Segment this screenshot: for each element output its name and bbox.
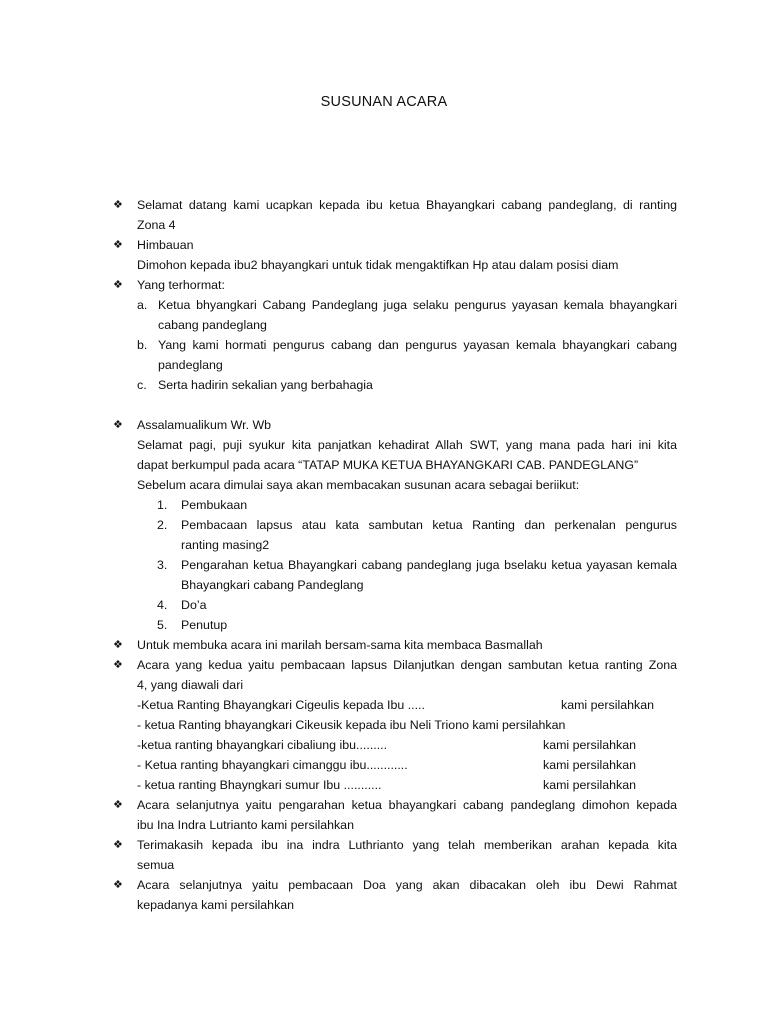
list-item-prayer: ❖ Acara selanjutnya yaitu pembacaan Doa yang akan dibacakan oleh ibu Dewi Rahmat (113, 875, 677, 895)
list-item-basmallah: ❖ Untuk membuka acara ini marilah bersam-sama kita membaca Basmallah (113, 635, 677, 655)
agenda-item-4: 4. Do’a (157, 598, 207, 612)
list-item-thanks: ❖ Terimakasih kepada ibu ina indra Luthrianto yang telah memberikan arahan kepada kita (113, 835, 677, 855)
diamond-bullet-icon: ❖ (113, 839, 123, 851)
speaker-row: -Ketua Ranting Bhayangkari Cigeulis kepada Ibu ..... kami persilahkan (137, 698, 654, 712)
speaker-row: - ketua ranting Bhayngkari sumur Ibu ........... kami persilahkan (137, 778, 636, 792)
list-item-direction: ❖ Acara selanjutnya yaitu pengarahan ketua bhayangkari cabang pandeglang dimohon kepada (113, 795, 677, 815)
page-title: SUSUNAN ACARA (320, 94, 448, 110)
diamond-bullet-icon: ❖ (113, 639, 123, 651)
diamond-bullet-icon: ❖ (113, 659, 123, 671)
list-item-honored: ❖ Yang terhormat: (113, 275, 677, 295)
diamond-bullet-icon: ❖ (113, 239, 123, 251)
speaker-row: - Ketua ranting bhayangkari cimanggu ibu............ kami persilahkan (137, 758, 636, 772)
sub-item-c: c. Serta hadirin sekalian yang berbahagia (137, 378, 373, 392)
agenda-item-5: 5. Penutup (157, 618, 228, 632)
sub-item-b: b. Yang kami hormati pengurus cabang dan pengurus yayasan kemala bhayangkari cabang (137, 338, 677, 352)
speaker-row: -ketua ranting bhayangkari cibaliung ibu......... kami persilahkan (137, 738, 636, 752)
list-item-himbauan: ❖ Himbauan (113, 235, 677, 255)
diamond-bullet-icon: ❖ (113, 879, 123, 891)
agenda-item-1: 1. Pembukaan (157, 498, 248, 512)
list-item-welcome: ❖ Selamat datang kami ucapkan kepada ibu ketua Bhayangkari cabang pandeglang, di ranting (113, 195, 677, 215)
diamond-bullet-icon: ❖ (113, 419, 123, 431)
sub-item-a: a. Ketua bhyangkari Cabang Pandeglang juga selaku pengurus yayasan kemala bhayangkari (137, 298, 677, 312)
list-item-second: ❖ Acara yang kedua yaitu pembacaan lapsus Dilanjutkan dengan sambutan ketua ranting Zona (113, 655, 677, 675)
diamond-bullet-icon: ❖ (113, 799, 123, 811)
diamond-bullet-icon: ❖ (113, 279, 123, 291)
document-body: ❖ Selamat datang kami ucapkan kepada ibu ketua Bhayangkari cabang pandeglang, di ranting Zona 4 ❖ Himbauan Dimohon kepada ibu2 bhayangkari untuk tidak mengaktifkan Hp atau dalam posisi diam ❖ Yang terhormat: a. Ketua bhyangkari Cabang Pandeglang juga selaku pengurus yayasan kemala bhayangkari cabang pandeglang b. Yang kami hormati pengurus cabang dan pengurus yayasan kemala bhayangkari cabang pandeglang c. Serta hadirin sekalian yang berbahagia ❖ Assalamualikum Wr. Wb Selamat pagi, puji syukur kita panjatkan kehadirat Allah SWT, yang mana pada hari ini kita dapat berkumpul pada acara “TATAP MUKA KETUA BHAYANGKARI CAB. PANDEGLANG” Sebelum acara dimulai saya akan membacakan susunan acara sebagai beriikut: 1. Pembukaan 2. Pembacaan lapsus atau kata sambutan ketua Ranting dan perkenalan pengurus ranting masing2 3. Pengarahan ketua Bhayangkari cabang pandeglang juga bselaku ketua yayasan kemala Bhayangkari cabang Pandeglang 4. Do’a 5. Penutup ❖ Untuk membuka acara ini marilah bersam-sama kita membaca Basmallah ❖ Acara yang kedua yaitu pembacaan lapsus Dilanjutkan dengan sambutan ketua ranting Zona 4, yang diawali dari -Ketua Ranting Bhayangkari Cigeulis kepada Ibu ..... kami persilahkan - ketua Ranting bhayangkari Cikeusik kepada ibu Neli Triono kami persilahkan -ketua ranting bhayangkari cibaliung ibu......... kami persilahkan - Ketua ranting bhayangkari cimanggu ibu............ kami persilahkan - ketua ranting Bhayngkari sumur Ibu ........... kami persilahkan ❖ Acara selanjutnya yaitu pengarahan ketua bhayangkari cabang pandeglang dimohon kepada ibu Ina Indra Lutrianto kami persilahkan ❖ Terimakasih kepada ibu ina indra Luthrianto yang telah memberikan arahan kepada kita semua ❖ Acara selanjutnya yaitu pembacaan Doa yang akan dibacakan oleh ibu Dewi Rahmat kepadanya kami persilahkan (113, 195, 677, 915)
diamond-bullet-icon: ❖ (113, 199, 123, 211)
agenda-item-2: 2. Pembacaan lapsus atau kata sambutan ketua Ranting dan perkenalan pengurus (157, 518, 677, 532)
speaker-row: - ketua Ranting bhayangkari Cikeusik kepada ibu Neli Triono kami persilahkan (137, 718, 566, 732)
agenda-item-3: 3. Pengarahan ketua Bhayangkari cabang pandeglang juga bselaku ketua yayasan kemala (157, 558, 677, 572)
list-item-opening: ❖ Assalamualikum Wr. Wb (113, 415, 677, 435)
